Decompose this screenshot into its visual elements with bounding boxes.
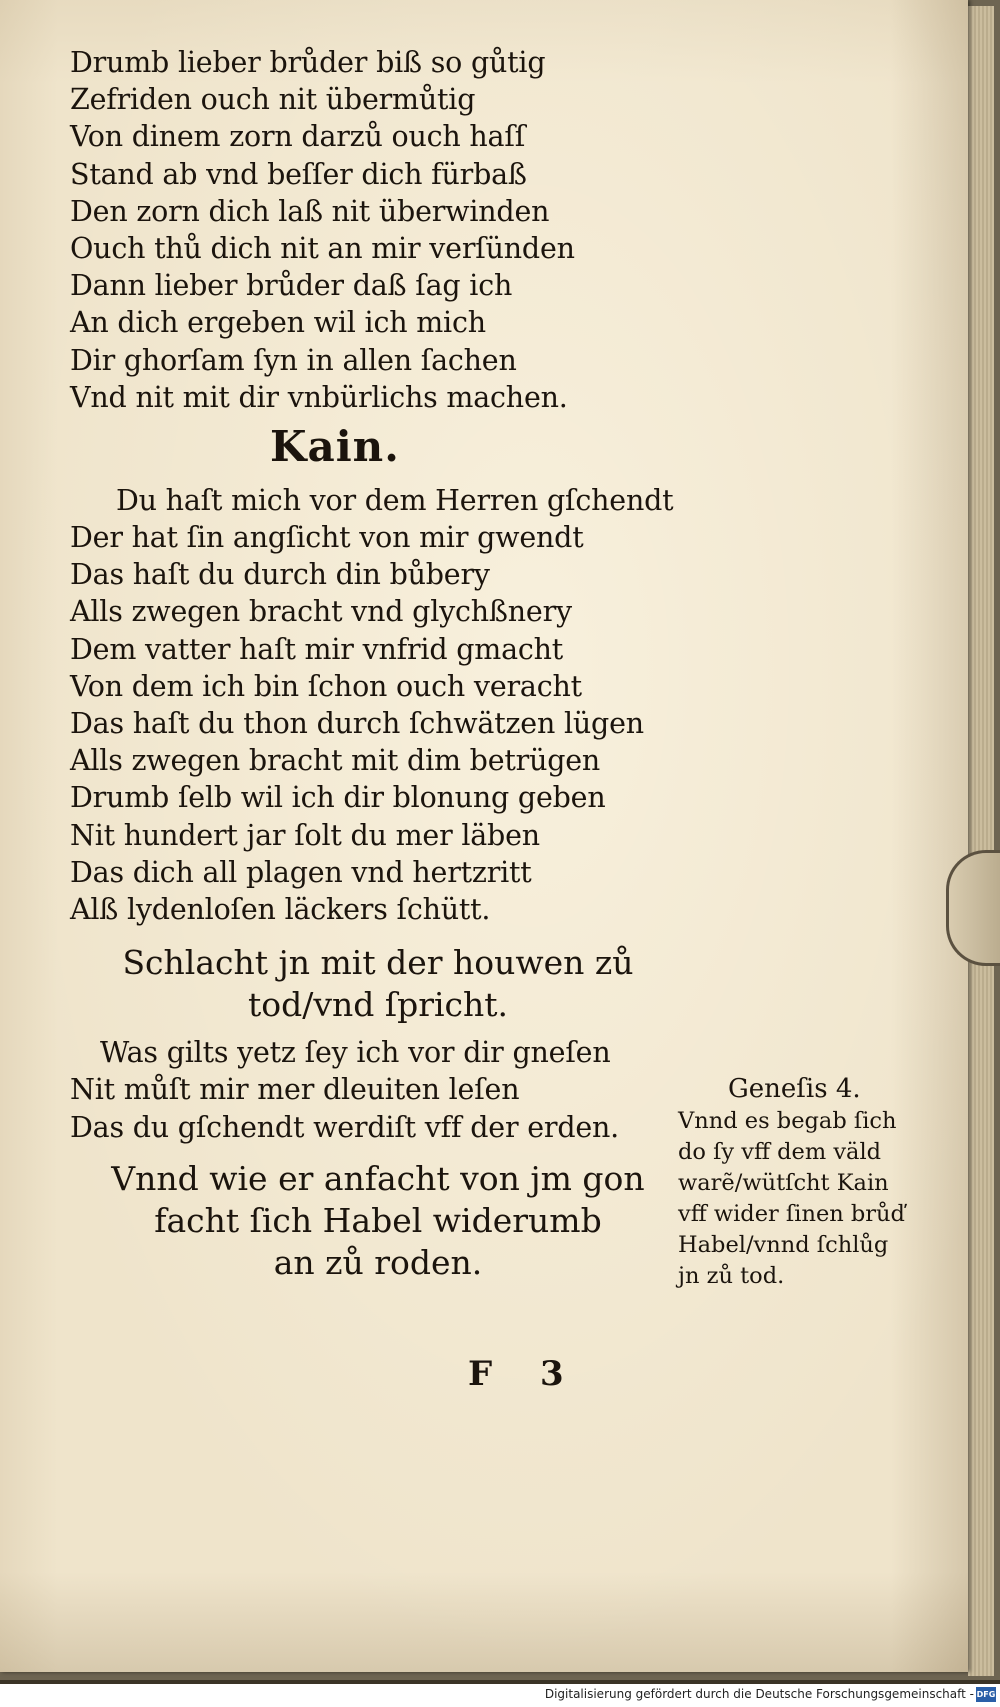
marginal-line: Vnnd es begab ſich <box>678 1108 897 1134</box>
stage-direction-line: an zů roden. <box>273 1242 483 1282</box>
verse-line: Das du gſchendt werdiſt vff der erden. <box>70 1110 620 1144</box>
stage-direction-line: Vnnd wie er anfacht von jm gon <box>111 1158 645 1198</box>
verse-line: Nit můſt mir mer dleuiten leſen <box>70 1073 520 1107</box>
verse-line: Der hat ſin angſicht von mir gwendt <box>70 521 584 555</box>
verse-line: Alls zwegen bracht mit dim betrügen <box>70 744 601 778</box>
signature-mark: F 3 <box>468 1354 582 1394</box>
verse-block-kain <box>70 482 674 928</box>
verse-block-after <box>70 1034 670 1146</box>
book-clasp <box>946 850 1000 966</box>
verse-line: Dir ghorſam ſyn in allen ſachen <box>70 343 517 377</box>
dfg-logo-icon: DFG <box>976 1687 996 1702</box>
page-edges <box>968 6 994 1676</box>
verse-line: Drumb lieber brůder biß so gůtig <box>70 46 546 79</box>
marginal-line: vff wider ſinen brůď <box>678 1201 905 1227</box>
verse-line: Alß lydenloſen läckers ſchütt. <box>70 892 491 926</box>
verse-line: Stand ab vnd beſſer dich fürbaß <box>70 157 527 191</box>
marginal-line: warẽ/wütſcht Kain <box>678 1170 889 1196</box>
marginal-heading: Geneſis 4. <box>728 1074 861 1104</box>
verse-line: Den zorn dich laß nit überwinden <box>70 194 550 228</box>
verse-line: Drumb ſelb wil ich dir blonung geben <box>70 781 606 815</box>
speaker-heading: Kain. <box>270 421 400 471</box>
verse-line: Von dem ich bin ſchon ouch veracht <box>70 669 582 703</box>
stage-direction-line: tod/vnd ſpricht. <box>247 985 509 1025</box>
verse-line: Zefriden ouch nit übermůtig <box>70 83 476 117</box>
stage-direction-line: facht ſich Habel widerumb <box>154 1200 602 1240</box>
verse-block-top <box>70 44 670 416</box>
verse-line: Von dinem zorn darzů ouch haſſ <box>70 120 526 154</box>
stage-direction-1 <box>78 942 678 1026</box>
verse-line: Das haſt du thon durch ſchwätzen lügen <box>70 707 644 740</box>
stage-direction-line: Schlacht jn mit der houwen zů <box>122 943 634 983</box>
verse-line: Nit hundert jar ſolt du mer läben <box>70 818 540 852</box>
verse-line: Dem vatter haſt mir vnfrid gmacht <box>70 632 564 666</box>
marginal-line: do ſy vff dem väld <box>678 1139 882 1165</box>
verse-line: Vnd nit mit dir vnbürlichs machen. <box>70 380 568 414</box>
verse-line: An dich ergeben wil ich mich <box>70 306 486 340</box>
verse-line: Dann lieber brůder daß ſag ich <box>70 269 513 303</box>
verse-line: Das dich all plagen vnd hertzritt <box>70 855 532 889</box>
verse-line: Ouch thů dich nit an mir verſünden <box>70 231 575 265</box>
footer-bar <box>0 1684 1000 1707</box>
verse-line: Was gilts yetz ſey ich vor dir gneſen <box>100 1036 611 1070</box>
footer-credit: Digitalisierung gefördert durch die Deutsche Forschungsgemeinschaft - <box>544 1687 974 1701</box>
verse-line: Das haſt du durch din bůbery <box>70 558 490 592</box>
marginal-line: jn zů tod. <box>678 1263 785 1289</box>
main-text-block <box>70 44 674 1284</box>
stage-direction-2 <box>78 1158 678 1284</box>
verse-line: Du haſt mich vor dem Herren gſchendt <box>116 483 674 517</box>
verse-line: Alls zwegen bracht vnd glychßnery <box>70 595 572 629</box>
marginal-line: Habel/vnnd ſchlůg <box>678 1232 889 1258</box>
marginal-note <box>678 1072 948 1292</box>
